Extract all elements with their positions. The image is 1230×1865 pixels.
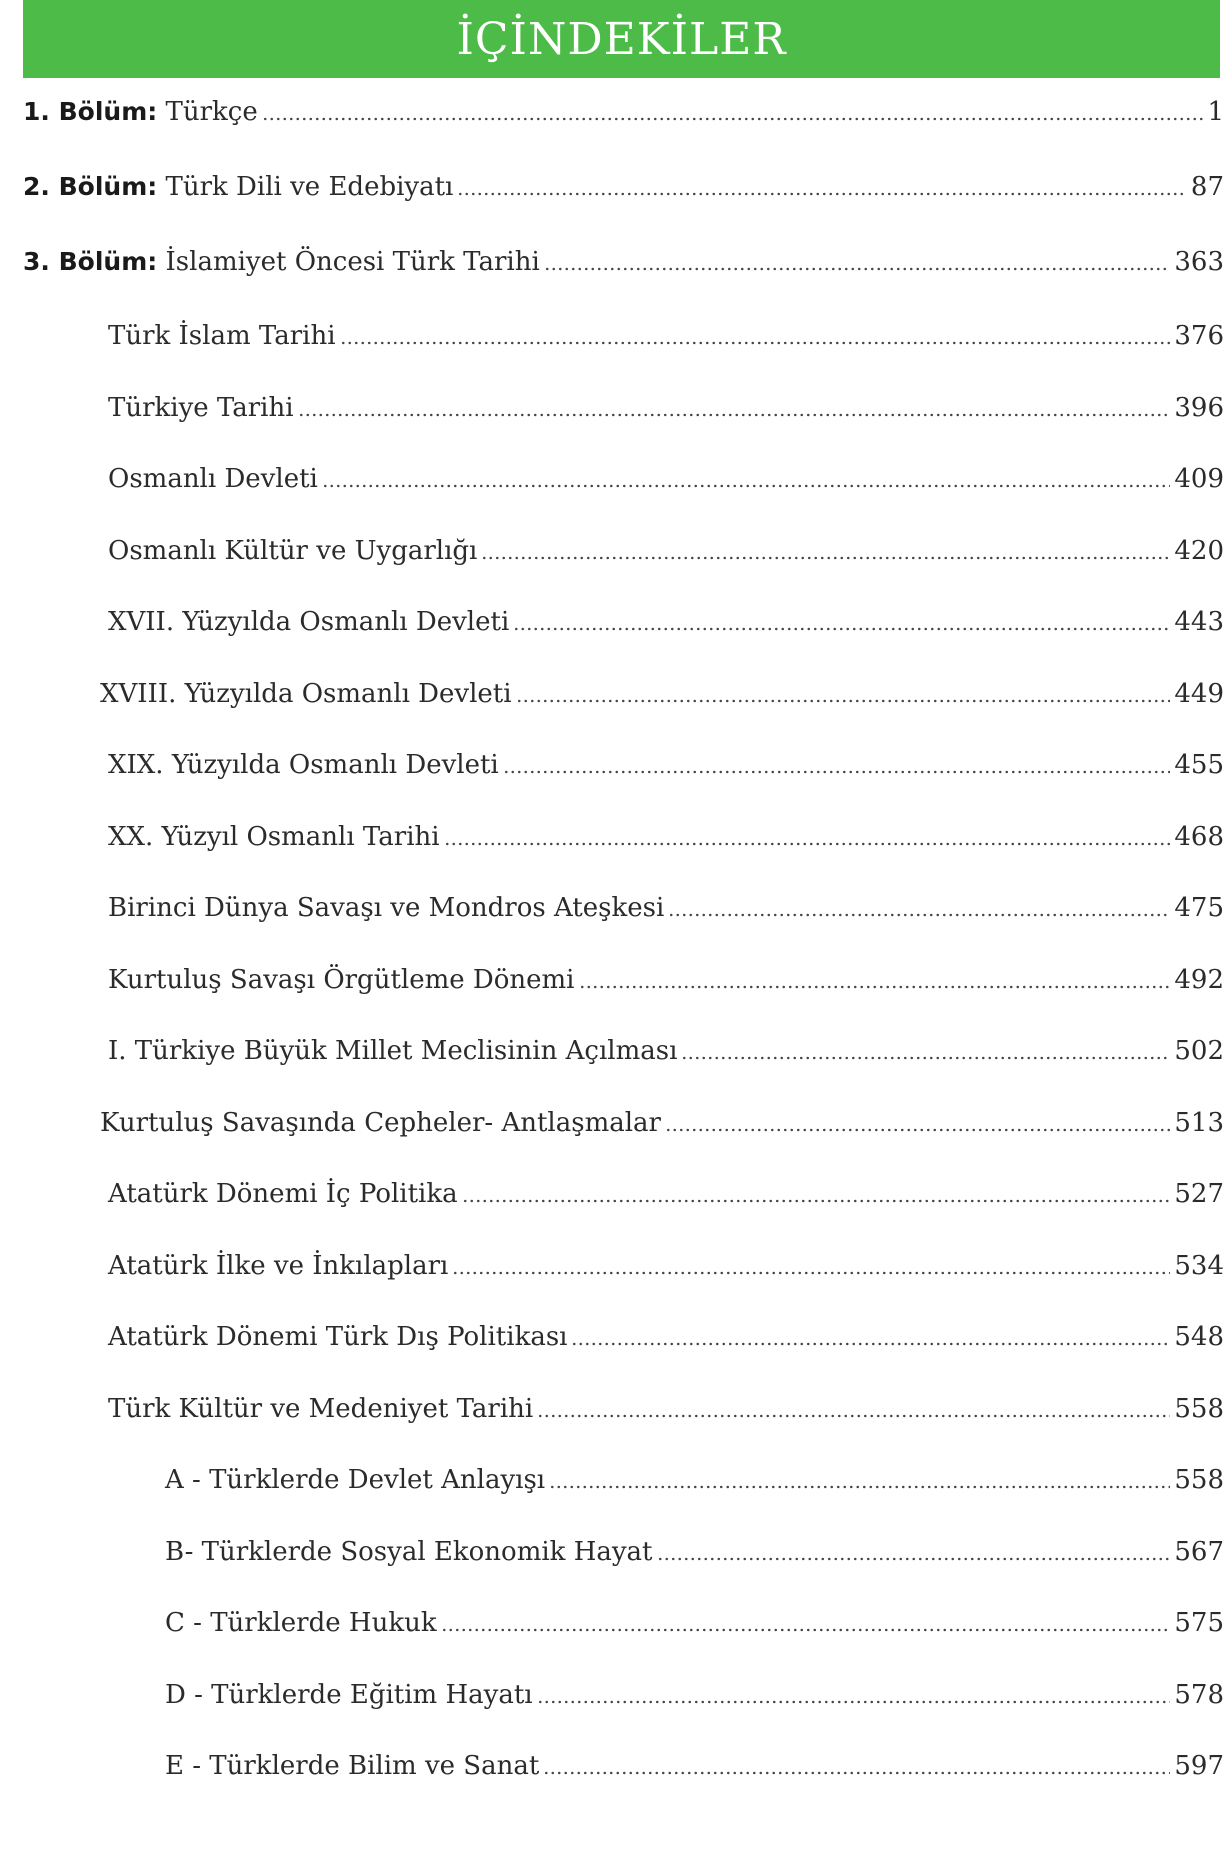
section-title: XIX. Yüzyılda Osmanlı Devleti [108,750,499,780]
dot-leader [516,699,1171,703]
toc-section-row[interactable] [108,741,1224,781]
page-number: 492 [1174,965,1224,995]
section-title: I. Türkiye Büyük Millet Meclisinin Açılması [108,1036,678,1066]
dot-leader [665,1128,1170,1132]
dot-leader [681,1056,1170,1060]
toc-subsection-row[interactable] [165,1456,1224,1496]
dot-leader [543,1771,1170,1775]
toc-section-row[interactable] [108,1313,1224,1353]
dot-leader [441,1628,1171,1632]
section-title: Osmanlı Devleti [108,464,318,494]
dot-leader [537,1414,1170,1418]
dot-leader [549,1485,1170,1489]
toc-section-row[interactable] [108,527,1224,567]
toc-section-row[interactable] [108,598,1224,638]
section-title: Kurtuluş Savaşı Örgütleme Dönemi [108,965,575,995]
section-title: Birinci Dünya Savaşı ve Mondros Ateşkesi [108,893,665,923]
page-number: 558 [1174,1394,1224,1424]
section-title: XVII. Yüzyılda Osmanlı Devleti [108,607,510,637]
toc-section-row[interactable] [108,1027,1224,1067]
toc-section-row[interactable] [108,1242,1224,1282]
subsection-title: B- Türklerde Sosyal Ekonomik Hayat [165,1537,653,1567]
page-number: 502 [1174,1036,1224,1066]
dot-leader [452,1271,1170,1275]
page-number: 420 [1174,536,1224,566]
section-title: Atatürk İlke ve İnkılapları [108,1251,449,1281]
toc-chapter-row[interactable] [23,238,1224,278]
section-title: XVIII. Yüzyılda Osmanlı Devleti [100,679,512,709]
dot-leader [298,413,1171,417]
toc-section-row[interactable] [100,670,1224,710]
dot-leader [579,985,1171,989]
dot-leader [262,117,1204,121]
toc-section-row[interactable] [100,1099,1224,1139]
toc-section-row[interactable] [108,813,1224,853]
dot-leader [571,1342,1170,1346]
section-title: XX. Yüzyıl Osmanlı Tarihi [108,822,440,852]
toc-subsection-row[interactable] [165,1742,1224,1782]
page-number: 87 [1190,172,1224,202]
page-number: 376 [1174,321,1224,351]
dot-leader [513,627,1170,631]
chapter-title: Türkçe [165,97,258,127]
page-number: 455 [1174,750,1224,780]
section-title: Türk Kültür ve Medeniyet Tarihi [108,1394,534,1424]
section-title: Türkiye Tarihi [108,393,294,423]
subsection-title: D - Türklerde Eğitim Hayatı [165,1680,533,1710]
page-number: 449 [1174,679,1224,709]
dot-leader [462,1199,1171,1203]
page-number: 558 [1174,1465,1224,1495]
page-number: 597 [1174,1751,1224,1781]
page-number: 396 [1174,393,1224,423]
subsection-title: C - Türklerde Hukuk [165,1608,437,1638]
toc-section-row[interactable] [108,1170,1224,1210]
page-title: İÇİNDEKİLER [456,13,787,65]
toc-section-row[interactable] [108,455,1224,495]
subsection-title: E - Türklerde Bilim ve Sanat [165,1751,540,1781]
page-number: 409 [1174,464,1224,494]
page-number: 578 [1174,1680,1224,1710]
chapter-title: İslamiyet Öncesi Türk Tarihi [165,247,540,277]
page-number: 468 [1174,822,1224,852]
page-number: 567 [1174,1537,1224,1567]
page-number: 548 [1174,1322,1224,1352]
toc-chapter-row[interactable] [23,163,1224,203]
dot-leader [537,1700,1171,1704]
section-title: Kurtuluş Savaşında Cepheler- Antlaşmalar [100,1108,661,1138]
toc-header-banner [23,0,1220,78]
subsection-title: A - Türklerde Devlet Anlayışı [165,1465,546,1495]
page-number: 443 [1174,607,1224,637]
chapter-label [23,96,258,128]
toc-chapter-row[interactable] [23,88,1224,128]
section-title: Atatürk Dönemi İç Politika [108,1179,458,1209]
dot-leader [544,267,1171,271]
page-number: 575 [1174,1608,1224,1638]
dot-leader [444,842,1171,846]
dot-leader [657,1557,1171,1561]
chapter-number: 1. Bölüm: [23,97,158,126]
toc-subsection-row[interactable] [165,1528,1224,1568]
page-number: 363 [1174,247,1224,277]
dot-leader [340,341,1171,345]
toc-subsection-row[interactable] [165,1671,1224,1711]
dot-leader [668,913,1170,917]
page-number: 527 [1174,1179,1224,1209]
toc-section-row[interactable] [108,1385,1224,1425]
toc-section-row[interactable] [108,884,1224,924]
page-number: 1 [1207,97,1224,127]
toc-section-row[interactable] [108,956,1224,996]
section-title: Atatürk Dönemi Türk Dış Politikası [108,1322,568,1352]
chapter-number: 2. Bölüm: [23,172,158,201]
chapter-label [23,246,540,278]
toc-section-row[interactable] [108,312,1224,352]
section-title: Türk İslam Tarihi [108,321,336,351]
chapter-title: Türk Dili ve Edebiyatı [165,172,454,202]
dot-leader [322,484,1171,488]
toc-section-row[interactable] [108,384,1224,424]
chapter-number: 3. Bölüm: [23,247,158,276]
page-number: 534 [1174,1251,1224,1281]
dot-leader [457,192,1187,196]
dot-leader [481,556,1170,560]
section-title: Osmanlı Kültür ve Uygarlığı [108,536,478,566]
page-number: 475 [1174,893,1224,923]
chapter-label [23,171,453,203]
page-number: 513 [1174,1108,1224,1138]
dot-leader [503,770,1171,774]
toc-subsection-row[interactable] [165,1599,1224,1639]
